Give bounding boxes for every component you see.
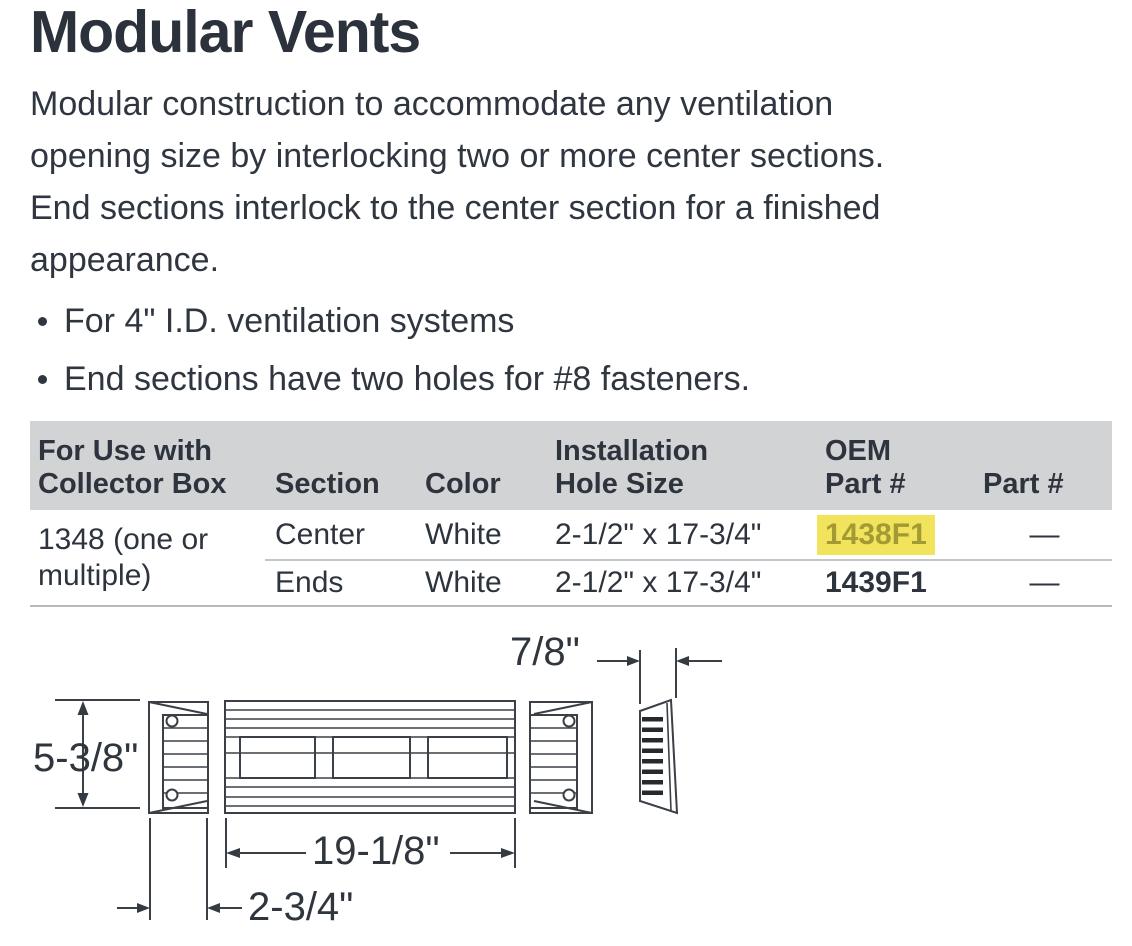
- hole-size-cell: 2-1/2" x 17-3/4": [545, 560, 815, 606]
- table-header-row: [30, 421, 1112, 510]
- front-view-right-end: [530, 702, 592, 813]
- bullet-icon: [38, 375, 47, 384]
- color-cell: White: [415, 560, 545, 606]
- dim-height-label: 5-3/8": [33, 736, 139, 780]
- bullet-icon: [38, 317, 47, 326]
- dimension-height: [33, 700, 140, 808]
- dimension-depth: [510, 630, 722, 704]
- dim-center-width-label: 19-1/8": [312, 829, 440, 873]
- product-description: [30, 78, 884, 286]
- oem-part-cell: 1439F1: [815, 560, 967, 606]
- dim-depth-label: 7/8": [510, 630, 580, 674]
- description-line: End sections interlock to the center section for a finished: [30, 189, 881, 227]
- collector-box-cell: 1348 (one or multiple): [30, 510, 265, 606]
- list-item: [36, 357, 750, 401]
- description-line: opening size by interlocking two or more center sections.: [30, 137, 885, 175]
- description-line: appearance.: [30, 241, 220, 279]
- table-row-center-section: [30, 510, 1112, 560]
- column-header-section: Section: [265, 421, 415, 510]
- feature-list: [36, 299, 750, 415]
- screw-hole: [564, 716, 575, 727]
- front-view-left-end: [149, 702, 208, 813]
- screw-hole: [564, 790, 575, 801]
- section-cell: Ends: [265, 560, 415, 606]
- hole-size-cell: 2-1/2" x 17-3/4": [545, 510, 815, 560]
- list-item-text: End sections have two holes for #8 fasteners.: [64, 360, 751, 398]
- column-header-part: Part #: [967, 421, 1112, 510]
- oem-part-cell: [815, 510, 967, 560]
- page-title: Modular Vents: [30, 0, 421, 65]
- list-item-text: For 4" I.D. ventilation systems: [64, 302, 515, 340]
- screw-hole: [167, 716, 178, 727]
- list-item: [36, 299, 750, 343]
- dim-end-width-label: 2-3/4": [248, 885, 354, 929]
- front-view-center-section: [225, 701, 515, 813]
- section-cell: Center: [265, 510, 415, 560]
- spec-table: [30, 421, 1112, 607]
- column-header-collector-box: For Use with Collector Box: [30, 421, 265, 510]
- technical-diagram: [0, 618, 1132, 946]
- column-header-color: Color: [415, 421, 545, 510]
- column-header-hole-size: Installation Hole Size: [545, 421, 815, 510]
- side-view: [640, 700, 677, 813]
- screw-hole: [167, 790, 178, 801]
- part-cell: —: [967, 560, 1112, 606]
- column-header-oem-part: OEM Part #: [815, 421, 967, 510]
- color-cell: White: [415, 510, 545, 560]
- dimension-end-width: [117, 885, 353, 929]
- highlighted-part-number: 1438F1: [817, 515, 935, 555]
- part-cell: —: [967, 510, 1112, 560]
- description-line: Modular construction to accommodate any ventilation: [30, 85, 834, 123]
